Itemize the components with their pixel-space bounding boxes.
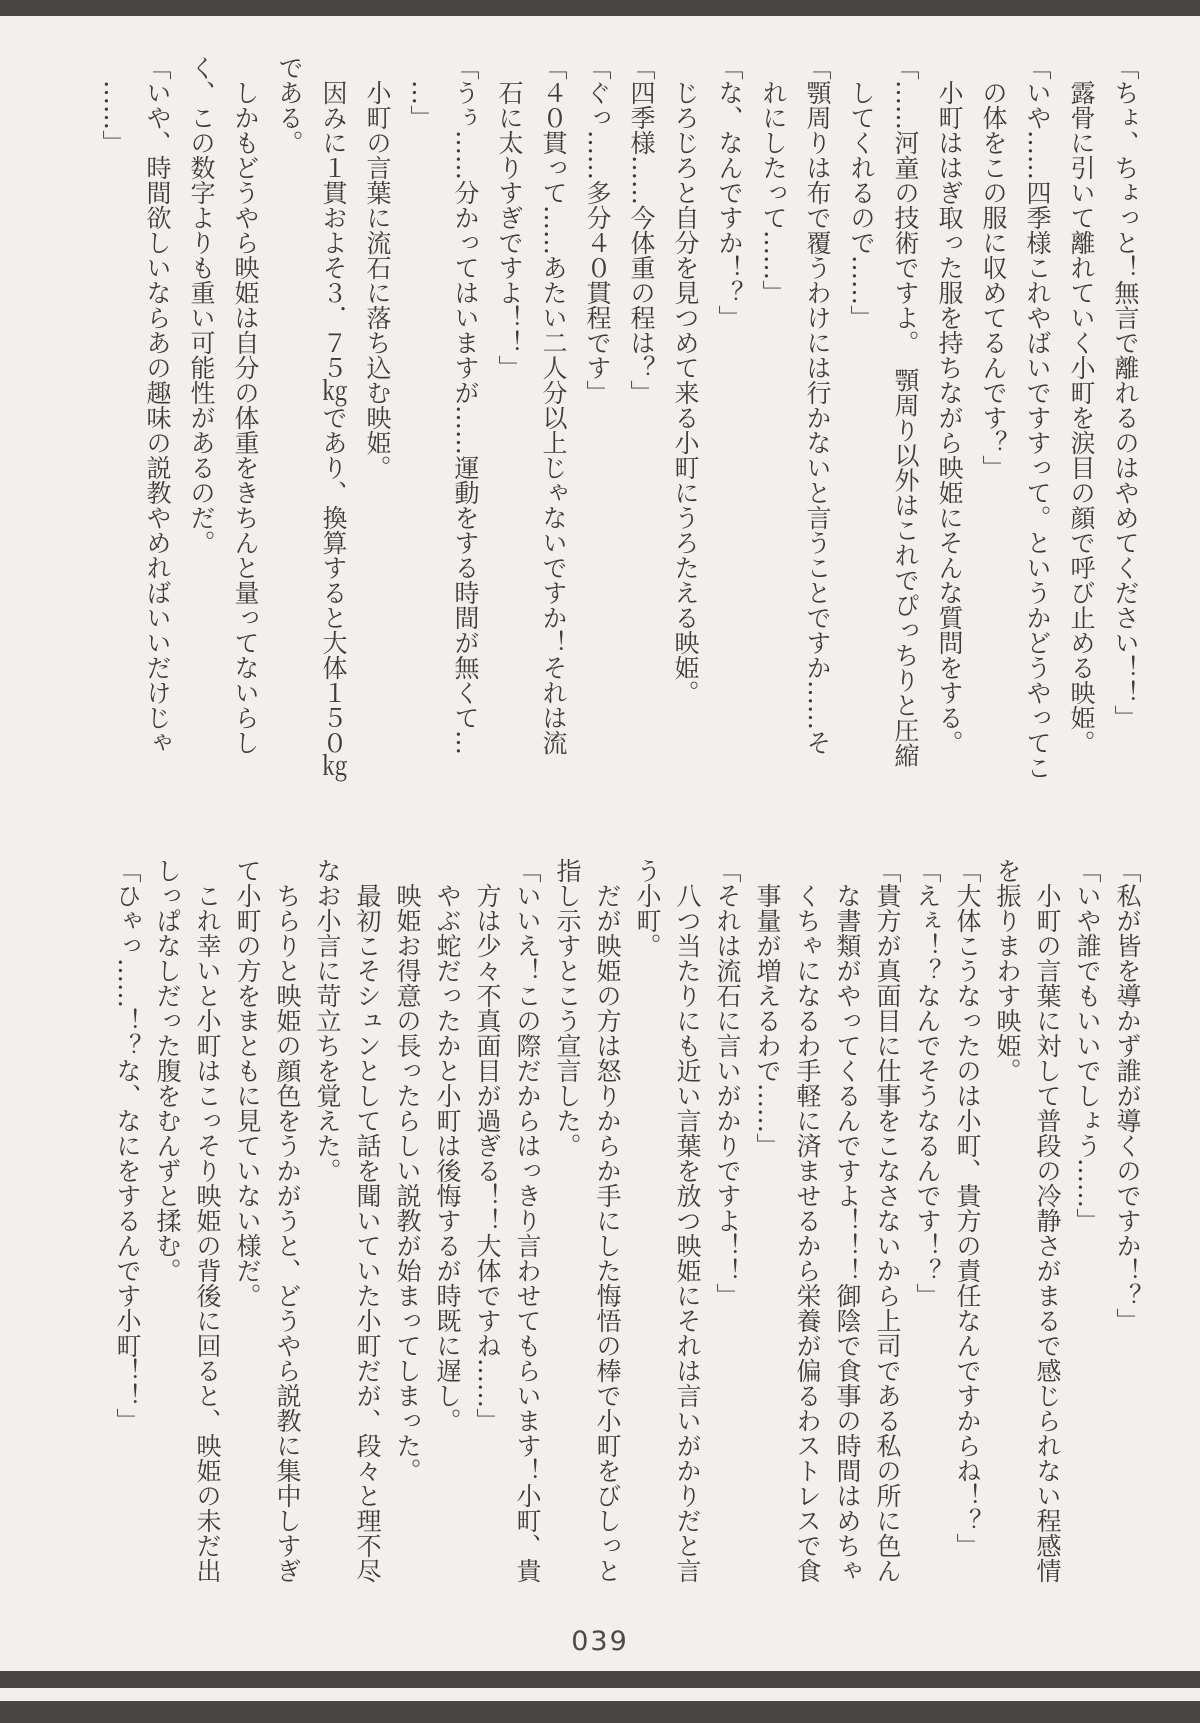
text-column: じろじろと自分を見つめて来る小町にうろたえる映姫。 <box>671 80 700 705</box>
bottom-border-bar-edge <box>0 1701 1200 1723</box>
text-column: の体をこの服に収めてるんです？」 <box>979 80 1008 480</box>
text-column: 「４０貫って……あたい二人分以上じゃないですか！それは流 <box>539 55 568 755</box>
text-column: 事量が増えるわで……」 <box>753 883 782 1158</box>
text-column: 「えぇ！？なんでそうなるんです！？」 <box>913 858 942 1308</box>
text-column: してくれるので……」 <box>847 80 876 330</box>
text-column: 「大体こうなったのは小町、貴方の責任なんですからね！？」 <box>953 858 982 1558</box>
page-number: 039 <box>571 1626 629 1657</box>
text-column: を振りまわす映姫。 <box>993 858 1022 1083</box>
text-column: 「ちょ、ちょっと！無言で離れるのはやめてください！！」 <box>1111 55 1140 730</box>
text-column: 「な、なんですか！？」 <box>715 55 744 330</box>
text-column: しっぱなしだった腹をむんずと揉む。 <box>153 858 182 1283</box>
text-column: しかもどうやら映姫は自分の体重をきちんと量ってないらし <box>231 80 260 755</box>
text-column: 「ぐっ……多分４０貫程です」 <box>583 55 612 405</box>
text-column: く、この数字よりも重い可能性があるのだ。 <box>187 55 216 555</box>
text-column: …」 <box>407 80 436 130</box>
text-column: 「ひゃっ……！？な、なにをするんです小町！！」 <box>113 858 142 1433</box>
text-column: ……」 <box>99 80 128 155</box>
text-column: 「うぅ……分かってはいますが……運動をする時間が無くて… <box>451 55 480 755</box>
top-border-bar <box>0 0 1200 16</box>
text-column: 最初こそシュンとして話を聞いていた小町だが、段々と理不尽 <box>353 883 382 1583</box>
text-column: なお小言に苛立ちを覚えた。 <box>313 858 342 1183</box>
text-column: 小町ははぎ取った服を持ちながら映姫にそんな質問をする。 <box>935 80 964 755</box>
text-block-top <box>91 55 1147 817</box>
text-column: 「いや誰でもいいでしょう……」 <box>1073 858 1102 1233</box>
text-column: 小町の言葉に流石に落ち込む映姫。 <box>363 80 392 480</box>
text-column: これ幸いと小町はこっそり映姫の背後に回ると、映姫の未だ出 <box>193 883 222 1583</box>
text-column: れにしたって……」 <box>759 80 788 305</box>
text-column: 「いいえ！この際だからはっきり言わせてもらいます！小町、貴 <box>513 858 542 1583</box>
text-column: 「顎周りは布で覆うわけには行かないと言うことですか……そ <box>803 55 832 755</box>
text-column: 「……河童の技術ですよ。 顎周り以外はこれでぴっちりと圧縮 <box>891 55 920 768</box>
text-column: て小町の方をまともに見ていない様だ。 <box>233 858 262 1308</box>
text-column: 指し示すとこう宣言した。 <box>553 858 582 1158</box>
text-column: う小町。 <box>633 858 662 958</box>
text-column: である。 <box>275 55 304 155</box>
text-block-bottom <box>107 858 1147 1624</box>
bottom-border-bar-outer <box>0 1671 1200 1688</box>
text-column: 「いや、時間欲しいならあの趣味の説教やめればいいだけじゃ <box>143 55 172 755</box>
text-column: ちらりと映姫の顔色をうかがうと、どうやら説教に集中しすぎ <box>273 883 302 1583</box>
text-column: くちゃになるわ手軽に済ませるから栄養が偏るわストレスで食 <box>793 883 822 1583</box>
text-column: 八つ当たりにも近い言葉を放つ映姫にそれは言いがかりだと言 <box>673 883 702 1583</box>
text-column: 露骨に引いて離れていく小町を涙目の顔で呼び止める映姫。 <box>1067 80 1096 755</box>
text-column: 因みに１貫およそ３．７５㎏であり、換算すると大体１５０㎏ <box>319 80 348 780</box>
text-column: だが映姫の方は怒りからか手にした悔悟の棒で小町をびしっと <box>593 883 622 1583</box>
text-column: 「それは流石に言いがかりですよ！！」 <box>713 858 742 1308</box>
text-column: 石に太りすぎですよ！！」 <box>495 80 524 380</box>
text-column: な書類がやってくるんですよ！！！御陰で食事の時間はめちゃ <box>833 883 862 1583</box>
text-column: 小町の言葉に対して普段の冷静さがまるで感じられない程感情 <box>1033 883 1062 1583</box>
text-column: やぶ蛇だったかと小町は後悔するが時既に遅し。 <box>433 883 462 1433</box>
text-column: 「貴方が真面目に仕事をこなさないから上司である私の所に色ん <box>873 858 902 1583</box>
text-column: 「いや……四季様これやばいですすって。というかどうやってこ <box>1023 55 1052 780</box>
text-column: 映姫お得意の長ったらしい説教が始まってしまった。 <box>393 883 422 1483</box>
text-column: 方は少々不真面目が過ぎる！！大体ですね……」 <box>473 883 502 1433</box>
text-column: 「四季様……今体重の程は？」 <box>627 55 656 405</box>
text-column: 「私が皆を導かず誰が導くのですか！？」 <box>1113 858 1142 1333</box>
